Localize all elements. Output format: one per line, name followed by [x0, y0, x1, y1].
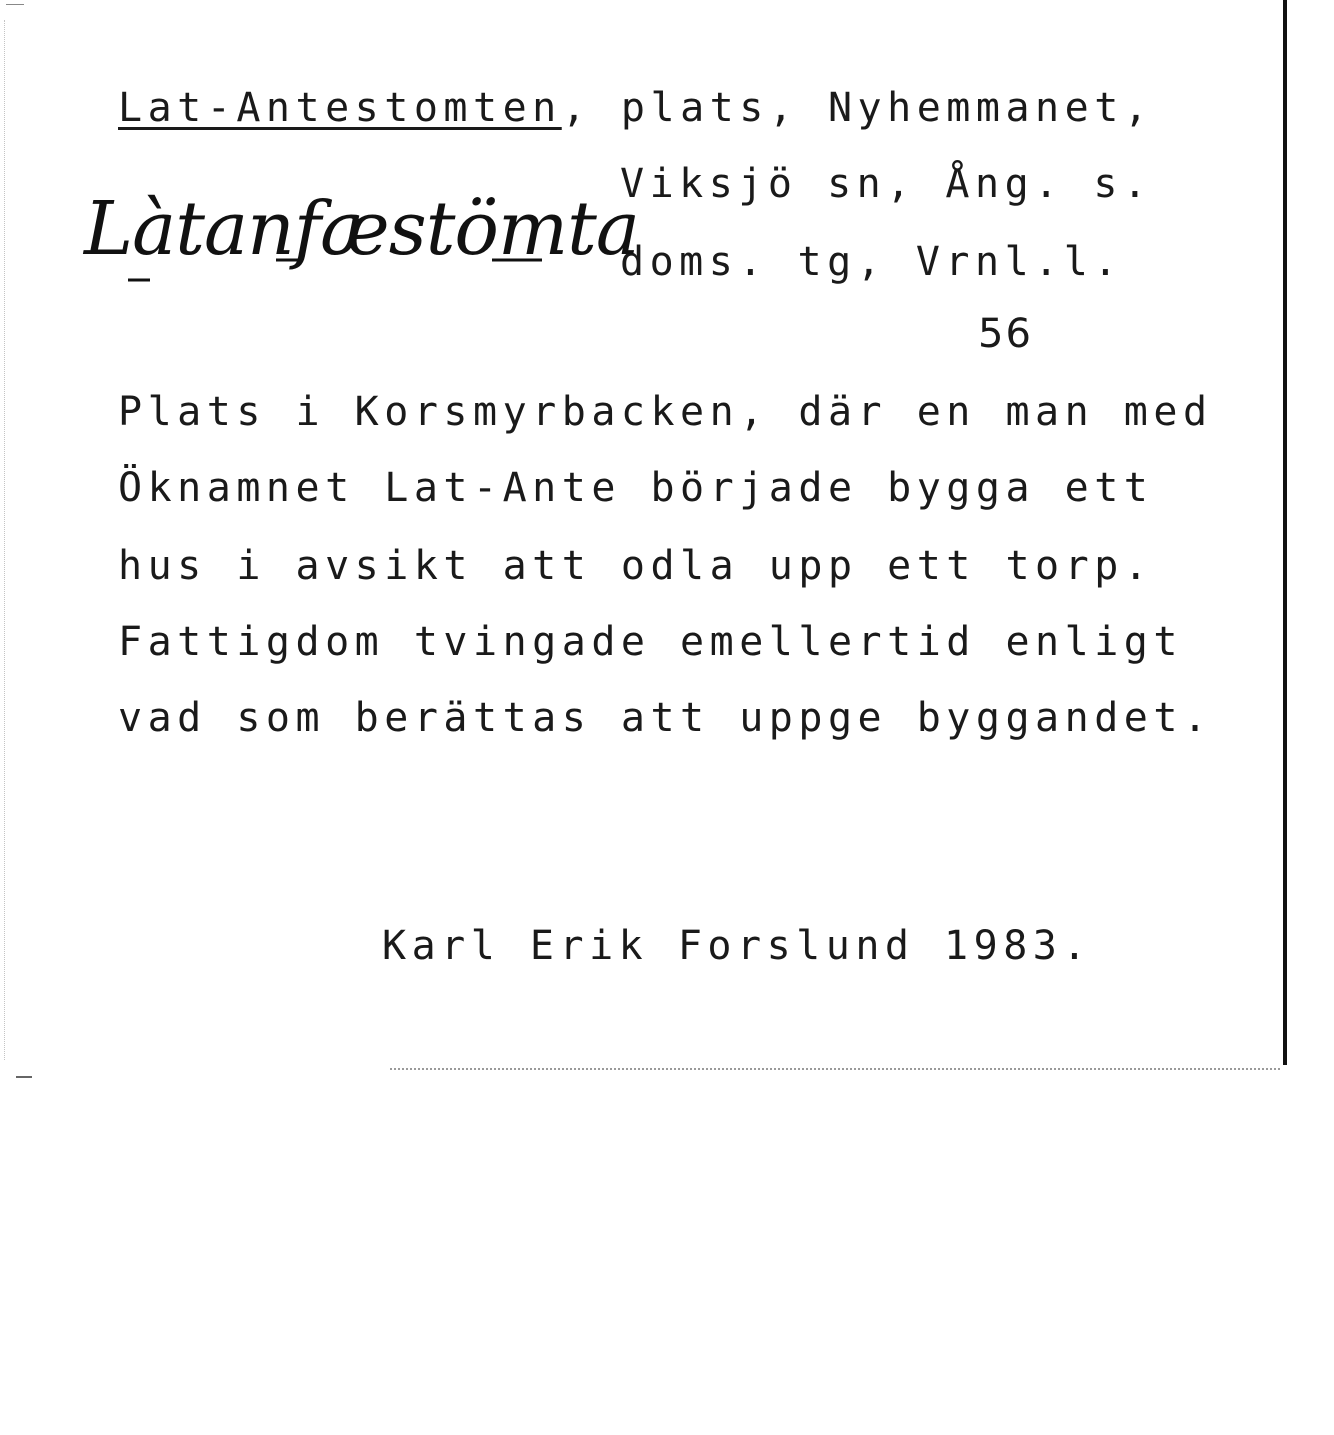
handwritten-pronunciation-text: Làtanfæstömta: [84, 186, 640, 272]
body-line-5: vad som berättas att uppge byggandet.: [118, 695, 1213, 741]
card-left-edge: [4, 20, 5, 1060]
scan-mark-bottom: [16, 1076, 32, 1078]
card-right-border: [1283, 0, 1287, 1065]
body-line-1: Plats i Korsmyrbacken, där en man med: [118, 389, 1213, 435]
handwritten-pronunciation: [80, 170, 640, 290]
page-number: 56: [978, 311, 1033, 357]
headword: Lat-Antestomten: [118, 85, 562, 131]
scan-mark-top: [6, 4, 24, 5]
heading-line-3: doms. tg, Vrnl.l.: [620, 239, 1123, 285]
heading-line-1-rest: , plats, Nyhemmanet,: [561, 85, 1154, 131]
body-line-3: hus i avsikt att odla upp ett torp.: [118, 543, 1154, 589]
body-line-4: Fattigdom tvingade emellertid enligt: [118, 619, 1183, 665]
signature: Karl Erik Forslund 1983.: [382, 923, 1092, 969]
card-bottom-edge: [390, 1068, 1280, 1070]
body-line-2: Öknamnet Lat-Ante började bygga ett: [118, 465, 1154, 511]
heading-line-1: [118, 85, 1154, 131]
heading-line-2: Viksjö sn, Ång. s.: [620, 161, 1153, 207]
